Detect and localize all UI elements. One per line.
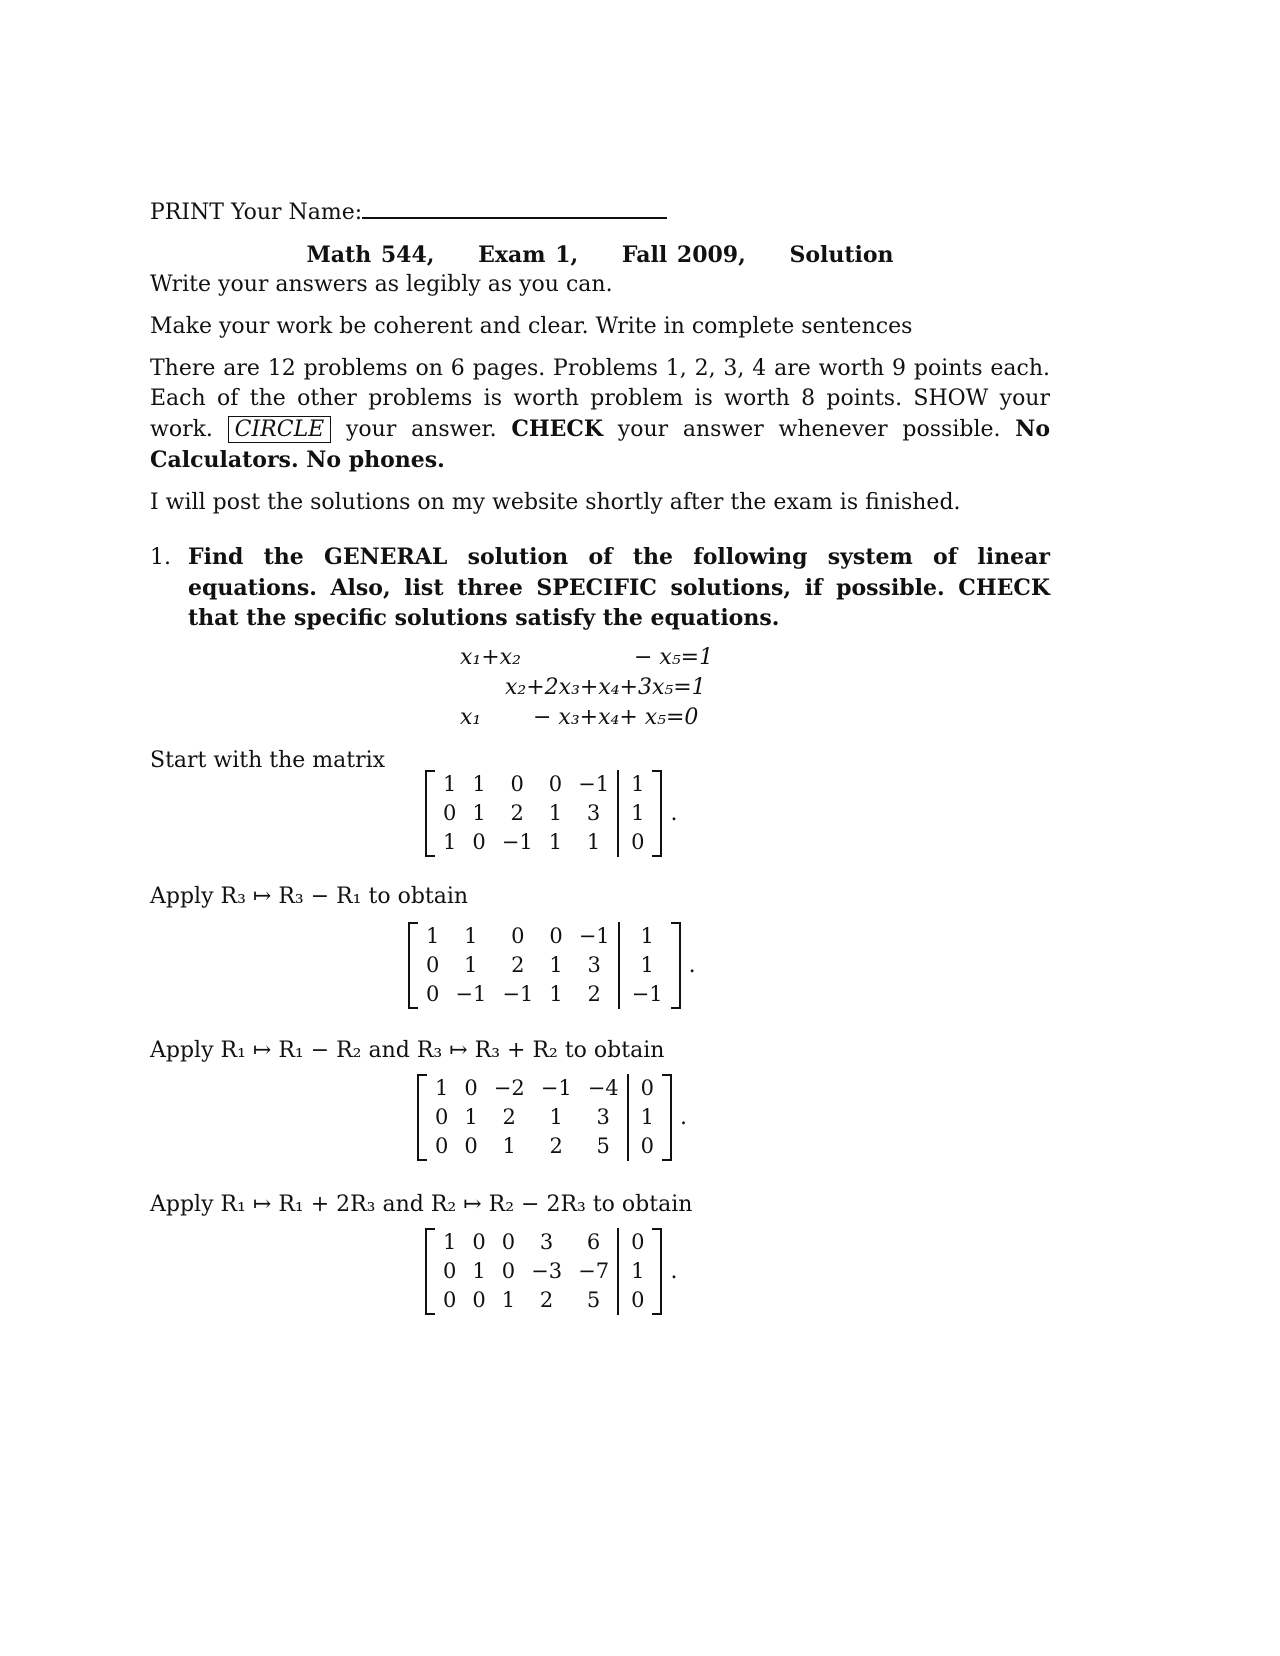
augmented-matrix-table <box>427 1074 662 1161</box>
equation-3-right: − x₃+x₄+ x₅=0 <box>533 705 699 730</box>
equation-1-right: − x₅=1 <box>634 645 714 670</box>
matrix-entry: 1 <box>464 1105 478 1129</box>
matrix-entry: 1 <box>502 1134 516 1158</box>
matrix-1 <box>150 772 1050 874</box>
matrix-entry: 1 <box>640 1105 655 1129</box>
matrix-entry: −1 <box>631 982 663 1006</box>
title-exam: Exam 1, <box>478 242 579 268</box>
augmented-matrix-table <box>435 770 652 857</box>
matrix-entry: 0 <box>640 1134 655 1158</box>
no-calculators: No Calculators. No phones. <box>150 416 1051 473</box>
left-bracket <box>417 1074 427 1161</box>
matrix-period: . <box>688 952 696 978</box>
right-bracket <box>652 1228 662 1315</box>
matrix-entry: 2 <box>587 982 601 1006</box>
equation-2: x₂+2x₃+x₄+3x₅=1 <box>505 675 706 700</box>
step-3-text: Apply R₁ ↦ R₁ − R₂ and R₃ ↦ R₃ + R₂ to obtain <box>150 1038 665 1063</box>
matrix-entry: 0 <box>435 1105 449 1129</box>
matrix-entry: −1 <box>578 772 610 796</box>
matrix-entry: 0 <box>501 1230 516 1254</box>
exam-page <box>150 195 1050 1318</box>
matrix-period: . <box>670 1258 678 1284</box>
matrix-entry: 3 <box>587 953 601 977</box>
matrix-entry: 0 <box>640 1076 655 1100</box>
matrix-entry: 1 <box>426 924 440 948</box>
matrix-row <box>427 1074 662 1103</box>
matrix-entry: 2 <box>511 953 525 977</box>
matrix-entry: −2 <box>493 1076 525 1100</box>
matrix-entry: 0 <box>548 772 563 796</box>
name-label: PRINT Your Name: <box>150 200 363 225</box>
title-course: Math 544, <box>306 242 435 268</box>
matrix-entry: −3 <box>531 1259 563 1283</box>
left-bracket <box>425 770 435 857</box>
matrix-entry: 1 <box>472 1259 486 1283</box>
matrix-entry: 0 <box>472 1230 486 1254</box>
matrix-row <box>435 1228 652 1257</box>
instruction-rules <box>150 354 1050 476</box>
matrix-entry: 0 <box>631 1230 645 1254</box>
matrix-entry: 1 <box>549 953 563 977</box>
right-bracket <box>671 922 681 1009</box>
matrix-entry: 2 <box>510 801 524 825</box>
title-term: Fall 2009, <box>621 242 746 268</box>
right-bracket <box>662 1074 672 1161</box>
matrix-row <box>427 1103 662 1132</box>
matrix-entry: 5 <box>586 1288 601 1312</box>
matrix-entry: 0 <box>443 801 457 825</box>
step-1-text: Start with the matrix <box>150 748 386 773</box>
matrix-entry: −4 <box>587 1076 619 1100</box>
matrix-row <box>418 980 671 1009</box>
matrix-entry: 1 <box>443 1230 457 1254</box>
matrix-entry: 0 <box>472 1288 486 1312</box>
matrix-row <box>435 828 652 857</box>
problem-number: 1. <box>150 545 171 570</box>
matrix-entry: 0 <box>464 1134 478 1158</box>
matrix-period: . <box>670 800 678 826</box>
rules-text-2: your answer. <box>345 417 497 442</box>
matrix-entry: 1 <box>472 801 486 825</box>
matrix-row <box>435 1286 652 1315</box>
instruction-solutions: I will post the solutions on my website shortly after the exam is finished. <box>150 490 961 515</box>
matrix-entry: 0 <box>443 1288 457 1312</box>
matrix-entry: 1 <box>443 830 457 854</box>
matrix-entry: 0 <box>435 1134 449 1158</box>
matrix-entry: 1 <box>548 801 563 825</box>
matrix-entry: −1 <box>502 982 534 1006</box>
matrix-period: . <box>680 1104 688 1130</box>
matrix-entry: 1 <box>501 1288 516 1312</box>
matrix-entry: −7 <box>578 1259 610 1283</box>
matrix-row <box>435 799 652 828</box>
matrix-2 <box>150 914 1050 1010</box>
matrix-entry: 0 <box>426 982 440 1006</box>
matrix-entry: 0 <box>501 1259 516 1283</box>
step-2-text: Apply R₃ ↦ R₃ − R₁ to obtain <box>150 884 469 909</box>
equation-1-left: x₁+x₂ <box>460 645 521 670</box>
problem-1-statement <box>150 542 1050 633</box>
circle-boxed-word: CIRCLE <box>228 416 332 443</box>
matrix-entry: 0 <box>631 830 645 854</box>
matrix-entry: 2 <box>502 1105 516 1129</box>
left-bracket <box>408 922 418 1009</box>
matrix-entry: 1 <box>631 1259 645 1283</box>
matrix-row <box>427 1132 662 1161</box>
matrix-row <box>435 770 652 799</box>
matrix-entry: 1 <box>640 953 654 977</box>
matrix-4 <box>150 1222 1050 1318</box>
step-4-text: Apply R₁ ↦ R₁ + 2R₃ and R₂ ↦ R₂ − 2R₃ to obtain <box>150 1192 693 1217</box>
exam-title <box>150 240 1050 270</box>
matrix-entry: 0 <box>549 924 563 948</box>
matrix-entry: 0 <box>426 953 440 977</box>
matrix-entry: 1 <box>464 924 478 948</box>
matrix-entry: 1 <box>464 953 478 977</box>
matrix-entry: 1 <box>549 1105 563 1129</box>
matrix-entry: 1 <box>631 772 645 796</box>
rules-text-3: your answer whenever possible. <box>617 417 1001 442</box>
matrix-entry: −1 <box>501 830 533 854</box>
linear-system <box>150 643 1050 738</box>
matrix-entry: 0 <box>472 830 486 854</box>
matrix-entry: 0 <box>511 924 525 948</box>
matrix-entry: 2 <box>549 1134 563 1158</box>
matrix-entry: 1 <box>443 772 457 796</box>
instruction-legibly: Write your answers as legibly as you can. <box>150 272 613 297</box>
matrix-entry: 1 <box>472 772 486 796</box>
matrix-entry: 3 <box>586 801 601 825</box>
right-bracket <box>652 770 662 857</box>
matrix-entry: 3 <box>596 1105 610 1129</box>
matrix-entry: 2 <box>539 1288 554 1312</box>
matrix-entry: −1 <box>455 982 487 1006</box>
left-bracket <box>425 1228 435 1315</box>
check-word: CHECK <box>511 416 604 442</box>
rules-text: There are 12 problems on 6 pages. Problems 1, 2, 3, 4 are worth 9 points each. Each of the other problems is worth problem is worth 8 points. SHOW your work. <box>150 356 1050 442</box>
name-field-row <box>150 195 1050 228</box>
matrix-row <box>418 951 671 980</box>
matrix-entry: 0 <box>631 1288 645 1312</box>
matrix-entry: 1 <box>631 801 645 825</box>
matrix-entry: 6 <box>586 1230 601 1254</box>
matrix-entry: −1 <box>540 1076 572 1100</box>
matrix-row <box>418 922 671 951</box>
matrix-entry: 5 <box>596 1134 610 1158</box>
matrix-entry: 0 <box>510 772 524 796</box>
name-input-line[interactable] <box>362 195 667 219</box>
equation-3-left: x₁ <box>460 705 482 730</box>
matrix-entry: 1 <box>549 982 563 1006</box>
matrix-entry: 1 <box>586 830 601 854</box>
title-kind: Solution <box>789 242 894 268</box>
instruction-coherent: Make your work be coherent and clear. Write in complete sentences <box>150 314 913 339</box>
matrix-entry: −1 <box>578 924 610 948</box>
matrix-entry: 1 <box>640 924 654 948</box>
augmented-matrix-table <box>418 922 671 1009</box>
matrix-3 <box>150 1068 1050 1164</box>
matrix-entry: 0 <box>464 1076 478 1100</box>
matrix-entry: 3 <box>539 1230 554 1254</box>
matrix-entry: 1 <box>548 830 563 854</box>
matrix-row <box>435 1257 652 1286</box>
matrix-entry: 1 <box>435 1076 449 1100</box>
augmented-matrix-table <box>435 1228 652 1315</box>
matrix-entry: 0 <box>443 1259 457 1283</box>
problem-1-text: Find the GENERAL solution of the following system of linear equations. Also, list three SPECIFIC solutions, if possible. CHECK that the specific solutions satisfy the equations. <box>188 544 1050 631</box>
